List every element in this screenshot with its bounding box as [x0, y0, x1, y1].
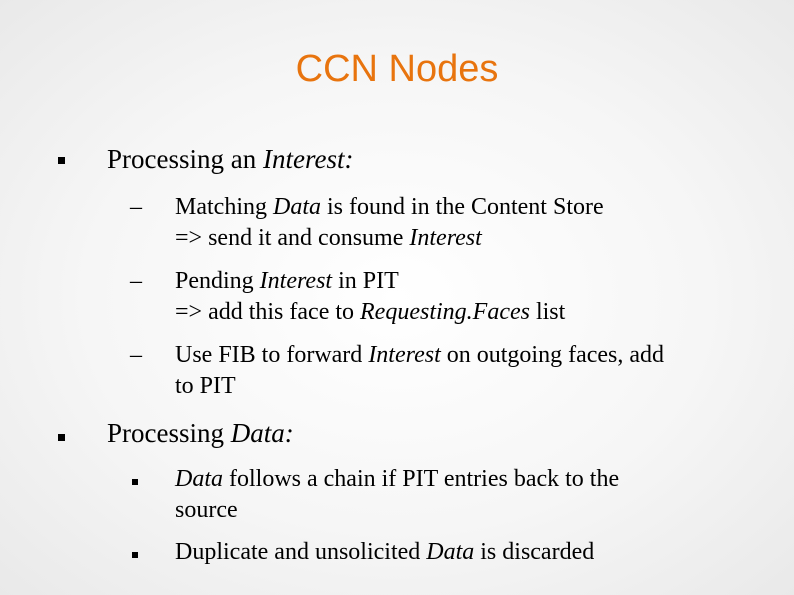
dash-icon: –	[130, 342, 142, 368]
sub-item-use-fib: Use FIB to forward Interest on outgoing faces, add to PIT	[175, 342, 665, 399]
sub-item-data-follows: Data follows a chain if PIT entries back to the source	[175, 466, 620, 523]
bullet-square-icon	[58, 434, 65, 441]
sub-item-matching-data: Matching Data is found in the Content Store => send it and consume Interest	[175, 194, 604, 251]
bullet-square-icon	[132, 552, 138, 558]
bullet-square-icon	[132, 479, 138, 485]
dash-icon: –	[130, 268, 142, 294]
bullet-square-icon	[58, 157, 65, 164]
sub-item-duplicate-data: Duplicate and unsolicited Data is discarded	[175, 539, 595, 565]
dash-icon: –	[130, 194, 142, 220]
slide-title: CCN Nodes	[295, 48, 499, 90]
bullet-processing-interest: Processing an Interest:	[107, 144, 354, 174]
sub-item-pending-interest: Pending Interest in PIT => add this face to Requesting.Faces list	[175, 268, 566, 325]
bullet-processing-data: Processing Data:	[107, 418, 294, 448]
